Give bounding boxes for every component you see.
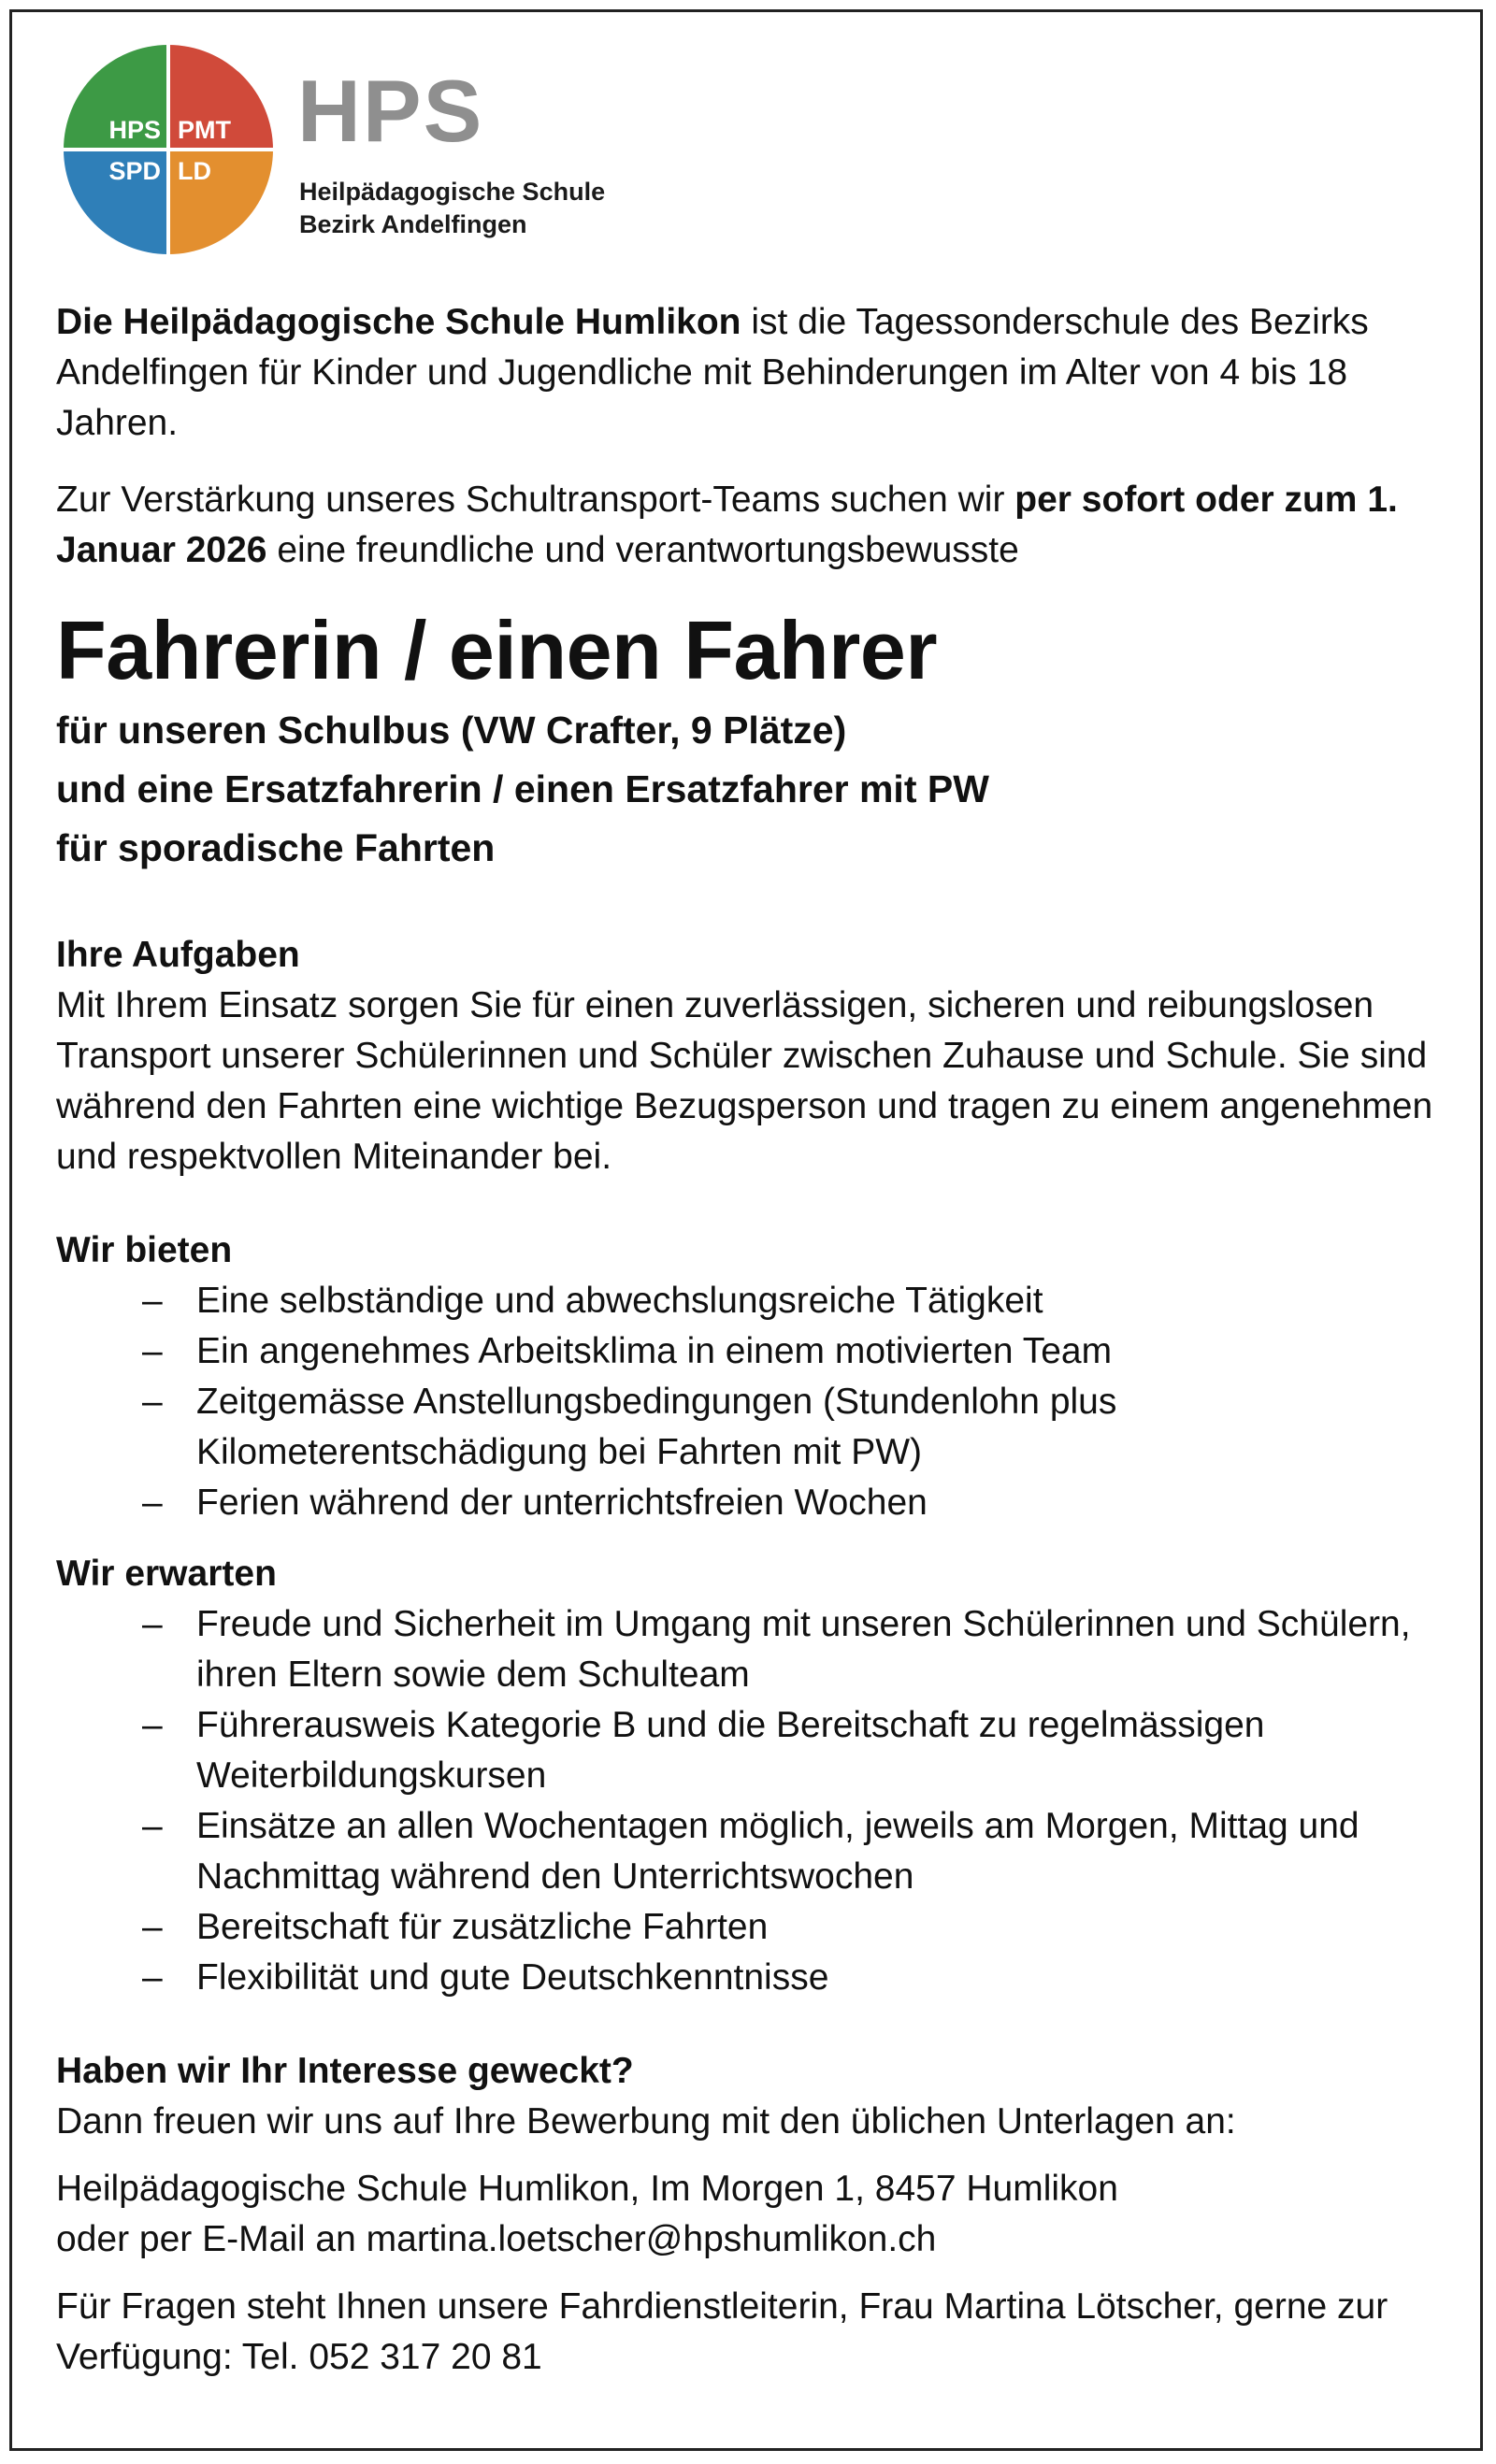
postal-address: Heilpädagogische Schule Humlikon, Im Morgen 1, 8457 Humlikon — [56, 2169, 1118, 2209]
intro-text-2a: Zur Verstärkung unseres Schultransport-Teams suchen wir — [56, 480, 1015, 520]
logo-quadrant-ld: LD — [178, 157, 211, 185]
intro-text-2b: eine freundliche und verantwortungsbewusste — [266, 530, 1019, 570]
hps-logo-icon — [64, 45, 273, 254]
erwarten-list — [56, 1599, 1449, 2003]
list-item: – Führerausweis Kategorie B und die Bereitschaft zu regelmässigen Weiterbildungskursen — [142, 1705, 1265, 1796]
section-heading-aufgaben: Ihre Aufgaben — [56, 935, 300, 975]
intro-paragraph-2 — [56, 475, 1449, 576]
ad-content — [56, 297, 1449, 2383]
list-item: – Ferien während der unterrichtsfreien Wochen — [142, 1483, 928, 1523]
list-item: – Freude und Sicherheit im Umgang mit unseren Schülerinnen und Schülern, ihren Eltern sowie dem Schulteam — [142, 1604, 1411, 1695]
job-subtitle — [56, 701, 1449, 878]
start-date: per sofort oder zum 1. Januar 2026 — [56, 480, 1398, 570]
list-item: – Zeitgemässe Anstellungsbedingungen (Stundenlohn plus Kilometerentschädigung bei Fahrten mit PW) — [142, 1382, 1117, 1472]
list-item: – Flexibilität und gute Deutschkenntnisse — [142, 1957, 829, 1998]
bewerbung-intro: Dann freuen wir uns auf Ihre Bewerbung mit den üblichen Unterlagen an: — [56, 2101, 1236, 2142]
email-prefix: oder per E-Mail an — [56, 2219, 367, 2259]
aufgaben-text: Mit Ihrem Einsatz sorgen Sie für einen zuverlässigen, sicheren und reibungslosen Transport unserer Schülerinnen und Schüler zwischen Zuhause und Schule. Sie sind während den Fahrten eine wichtige Bezugsperson und tragen zu einem angenehmen und respektvollen Miteinander bei. — [56, 985, 1433, 1177]
bewerbung-address-block — [56, 2164, 1449, 2265]
section-heading-bieten: Wir bieten — [56, 1230, 233, 1270]
section-heading-interesse: Haben wir Ihr Interesse geweckt? — [56, 2051, 634, 2091]
email-link[interactable]: martina.loetscher@hpshumlikon.ch — [366, 2219, 937, 2259]
job-subtitle-line-3: für sporadische Fahrten — [56, 826, 496, 869]
school-name: Die Heilpädagogische Schule Humlikon — [56, 302, 741, 342]
job-title: Fahrerin / einen Fahrer — [56, 604, 938, 696]
intro-paragraph-1 — [56, 297, 1449, 449]
job-subtitle-line-1: für unseren Schulbus (VW Crafter, 9 Plätze) — [56, 709, 847, 752]
logo-quadrant-hps: HPS — [108, 116, 161, 144]
contact-info: Für Fragen steht Ihnen unsere Fahrdienstleiterin, Frau Martina Lötscher, gerne zur Verfügung: Tel. 052 317 20 81 — [56, 2286, 1388, 2377]
logo-name: HPS — [297, 62, 484, 160]
intro-text-1: ist die Tagessonderschule des Bezirks Andelfingen für Kinder und Jugendliche mit Behinderungen im Alter von 4 bis 18 Jahren. — [56, 302, 1369, 443]
list-item: – Einsätze an allen Wochentagen möglich, jeweils am Morgen, Mittag und Nachmittag während den Unterrichtswochen — [142, 1806, 1359, 1897]
list-item: – Eine selbständige und abwechslungsreiche Tätigkeit — [142, 1281, 1043, 1321]
job-subtitle-line-2: und eine Ersatzfahrerin / einen Ersatzfahrer mit PW — [56, 767, 989, 810]
logo-subline — [299, 176, 605, 241]
list-item: – Ein angenehmes Arbeitsklima in einem motivierten Team — [142, 1331, 1113, 1371]
logo-subline-2: Bezirk Andelfingen — [299, 210, 527, 238]
logo-quadrant-spd: SPD — [108, 157, 161, 185]
logo-subline-1: Heilpädagogische Schule — [299, 178, 606, 206]
bieten-list — [56, 1276, 1449, 1528]
section-heading-erwarten: Wir erwarten — [56, 1554, 277, 1594]
list-item: – Bereitschaft für zusätzliche Fahrten — [142, 1907, 769, 1947]
logo-quadrant-pmt: PMT — [178, 116, 231, 144]
